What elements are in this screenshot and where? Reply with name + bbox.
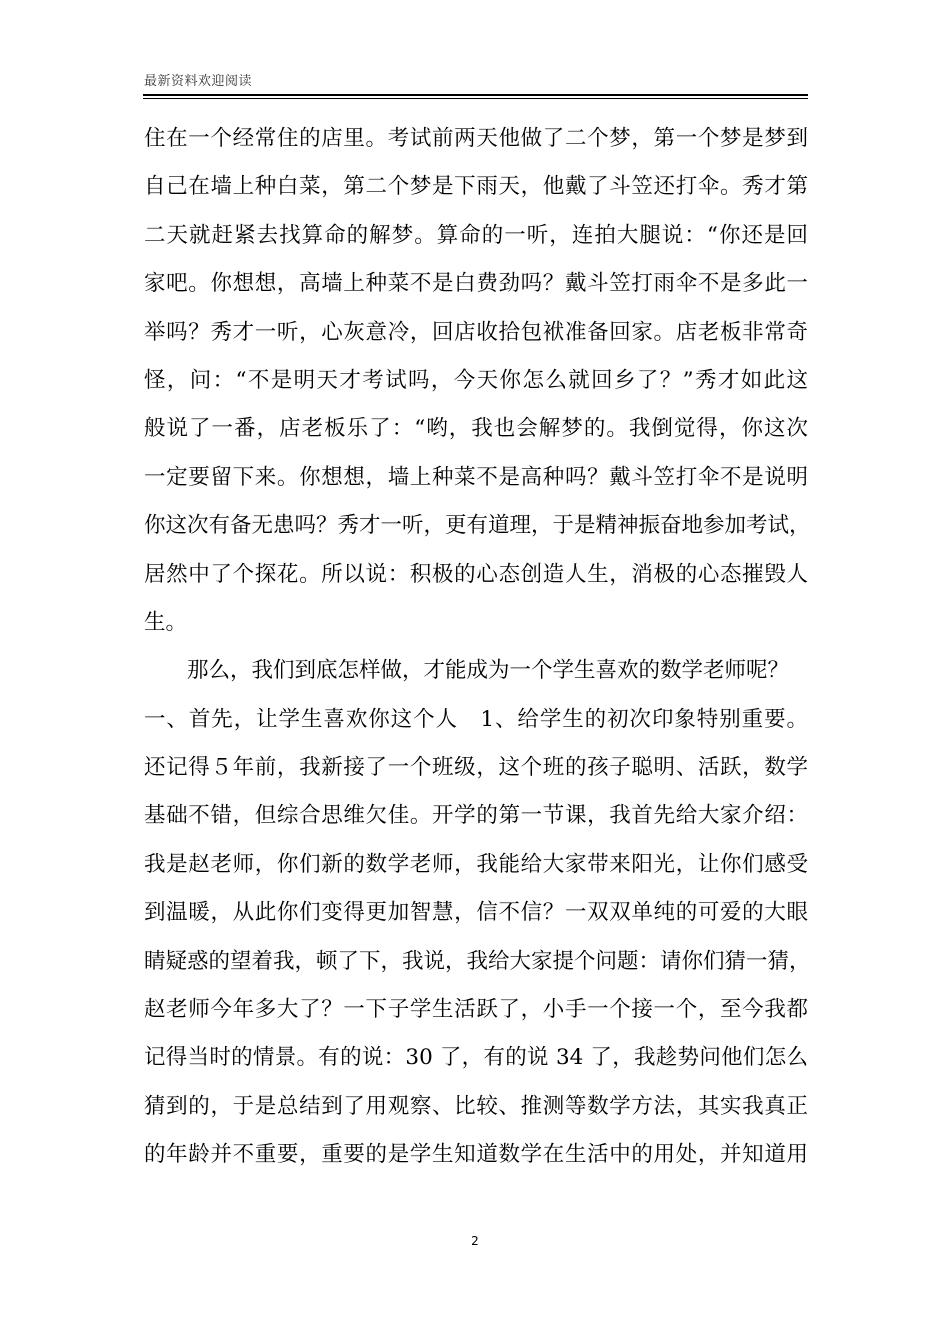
page-header-text: 最新资料欢迎阅读 [144,74,253,89]
header-rule [143,94,808,96]
text-line: 我是赵老师，你们新的数学老师，我能给大家带来阳光，让你们感受 [144,851,808,877]
text-line: 还记得５年前，我新接了一个班级，这个班的孩子聪明、活跃，数学 [144,755,808,781]
text-line: 睛疑惑的望着我，顿了下，我说，我给大家提个问题：请你们猜一猜， [144,948,811,974]
page-number: 2 [471,1234,479,1248]
text-line: 一定要留下来。你想想，墙上种菜不是高种吗？戴斗笠打伞不是说明 [144,464,808,490]
text-line: 基础不错，但综合思维欠佳。开学的第一节课，我首先给大家介绍： [144,803,808,829]
text-line: 举吗？秀才一听，心灰意冷，回店收拾包袱准备回家。店老板非常奇 [144,319,808,345]
text-line: 记得当时的情景。有的说：30 了，有的说 34 了，我趁势问他们怎么 [144,1045,808,1071]
header-rule-thin [143,98,808,99]
paragraph-first-line: 那么，我们到底怎样做，才能成为一个学生喜欢的数学老师呢？ [187,658,790,684]
document-body [144,115,811,1180]
text-line: 你这次有备无患吗？秀才一听，更有道理，于是精神振奋地参加考试， [144,513,811,539]
text-line: 到温暖，从此你们变得更加智慧，信不信？一双双单纯的可爱的大眼 [144,900,808,926]
text-line: 自己在墙上种白菜，第二个梦是下雨天，他戴了斗笠还打伞。秀才第 [144,174,808,200]
text-line: 住在一个经常住的店里。考试前两天他做了二个梦，第一个梦是梦到 [144,126,808,151]
text-line: 般说了一番，店老板乐了：“哟，我也会解梦的。我倒觉得，你这次 [144,416,808,442]
text-line: 二天就赶紧去找算命的解梦。算命的一听，连拍大腿说：“你还是回 [144,222,808,248]
text-line: 怪，问：“不是明天才考试吗，今天你怎么就回乡了？”秀才如此这 [144,367,808,393]
text-line: 居然中了个探花。所以说：积极的心态创造人生，消极的心态摧毁人 [144,561,808,587]
text-line: 一、首先，让学生喜欢你这个人 1、给学生的初次印象特别重要。 [144,706,808,732]
text-line-paragraph-end: 生。 [144,609,188,635]
text-line: 赵老师今年多大了？一下子学生活跃了，小手一个接一个，至今我都 [144,997,808,1023]
text-line: 猜到的，于是总结到了用观察、比较、推测等数学方法，其实我真正 [144,1093,808,1119]
text-line: 家吧。你想想，高墙上种菜不是白费劲吗？戴斗笠打雨伞不是多此一 [144,271,808,297]
text-line: 的年龄并不重要，重要的是学生知道数学在生活中的用处，并知道用 [144,1142,808,1168]
